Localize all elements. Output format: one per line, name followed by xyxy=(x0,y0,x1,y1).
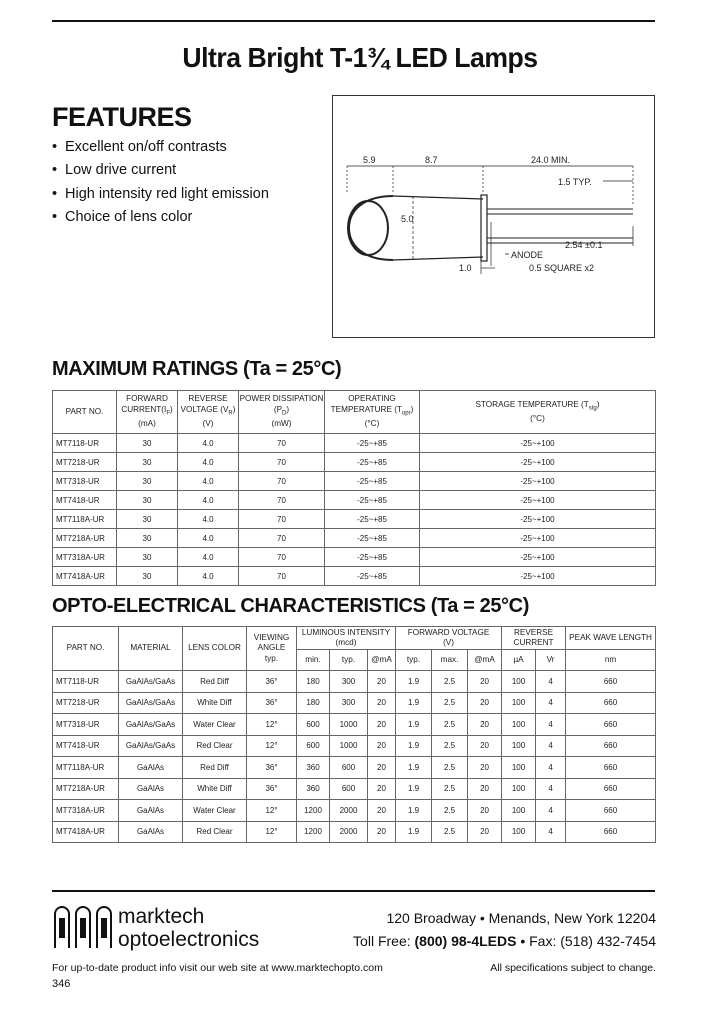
table-cell: MT7118A-UR xyxy=(53,757,119,779)
table-cell: 30 xyxy=(117,491,178,510)
table-cell: 70 xyxy=(239,491,325,510)
col-header: REVERSE CURRENT xyxy=(502,627,566,650)
dim-label: 5.9 xyxy=(363,155,376,165)
table-cell: 70 xyxy=(239,529,325,548)
sub-header: nm xyxy=(566,650,656,671)
table-cell: 2.5 xyxy=(432,800,468,822)
table-cell: 1.9 xyxy=(396,714,432,736)
table-cell: GaAlAs xyxy=(119,800,183,822)
company-address: 120 Broadway • Menands, New York 12204 xyxy=(386,910,656,926)
led-outline-drawing xyxy=(333,96,654,337)
table-cell: 2.5 xyxy=(432,757,468,779)
table-cell: 4 xyxy=(536,821,566,843)
sub-header: @mA xyxy=(468,650,502,671)
table-cell: 180 xyxy=(297,692,330,714)
table-cell: -25~+100 xyxy=(420,491,656,510)
col-header: PEAK WAVE LENGTH xyxy=(566,627,656,650)
table-row xyxy=(53,778,656,800)
table-cell: 1.9 xyxy=(396,800,432,822)
table-cell: MT7218-UR xyxy=(53,453,117,472)
table-cell: 12° xyxy=(247,735,297,757)
table-row xyxy=(53,510,656,529)
table-cell: -25~+85 xyxy=(325,472,420,491)
sub-header: µA xyxy=(502,650,536,671)
table-cell: 1.9 xyxy=(396,821,432,843)
table-cell: 36° xyxy=(247,671,297,693)
table-cell: 2.5 xyxy=(432,735,468,757)
table-cell: 20 xyxy=(468,821,502,843)
brand-name: marktech optoelectronics xyxy=(118,905,260,951)
table-cell: 100 xyxy=(502,692,536,714)
table-row xyxy=(53,548,656,567)
table-cell: 70 xyxy=(239,548,325,567)
table-cell: 1000 xyxy=(330,735,368,757)
table-cell: 30 xyxy=(117,434,178,453)
table-cell: 660 xyxy=(566,692,656,714)
table-cell: 4 xyxy=(536,800,566,822)
table-cell: 600 xyxy=(297,735,330,757)
table-cell: 660 xyxy=(566,735,656,757)
table-cell: -25~+100 xyxy=(420,567,656,586)
col-header: LUMINOUS INTENSITY (mcd) xyxy=(297,627,396,650)
table-cell: 4.0 xyxy=(178,453,239,472)
table-cell: 70 xyxy=(239,567,325,586)
table-cell: 20 xyxy=(368,757,396,779)
table-cell: MT7318-UR xyxy=(53,472,117,491)
table-cell: GaAlAs xyxy=(119,821,183,843)
table-cell: MT7318A-UR xyxy=(53,800,119,822)
table-cell: 20 xyxy=(368,714,396,736)
table-row xyxy=(53,434,656,453)
table-cell: 1.9 xyxy=(396,778,432,800)
sub-header: Vr xyxy=(536,650,566,671)
table-cell: MT7118-UR xyxy=(53,434,117,453)
dim-label: 2.54 ±0.1 xyxy=(565,240,603,250)
table-cell: 20 xyxy=(468,735,502,757)
table-cell: Water Clear xyxy=(183,800,247,822)
table-cell: -25~+100 xyxy=(420,529,656,548)
table-cell: MT7418-UR xyxy=(53,735,119,757)
opto-table xyxy=(52,626,656,843)
table-cell: 1.9 xyxy=(396,692,432,714)
table-cell: MT7318A-UR xyxy=(53,548,117,567)
table-cell: 30 xyxy=(117,453,178,472)
table-row xyxy=(53,671,656,693)
bottom-rule xyxy=(52,890,655,892)
table-cell: MT7418A-UR xyxy=(53,567,117,586)
table-cell: 70 xyxy=(239,510,325,529)
page-number: 346 xyxy=(52,978,71,990)
col-header: MATERIAL xyxy=(119,627,183,671)
table-cell: GaAlAs/GaAs xyxy=(119,692,183,714)
max-ratings-table xyxy=(52,390,656,586)
col-header: STORAGE TEMPERATURE $(T_{stg})$ (°C) xyxy=(420,391,656,434)
table-cell: 2.5 xyxy=(432,821,468,843)
table-row xyxy=(53,567,656,586)
table-row xyxy=(53,821,656,843)
table-cell: 30 xyxy=(117,510,178,529)
table-cell: MT7218A-UR xyxy=(53,778,119,800)
table-row xyxy=(53,714,656,736)
table-cell: -25~+85 xyxy=(325,491,420,510)
table-cell: Water Clear xyxy=(183,714,247,736)
table-cell: -25~+85 xyxy=(325,567,420,586)
table-cell: -25~+85 xyxy=(325,453,420,472)
table-cell: 4 xyxy=(536,778,566,800)
col-header: PART NO. xyxy=(53,627,119,671)
table-cell: MT7218-UR xyxy=(53,692,119,714)
table-cell: 660 xyxy=(566,778,656,800)
table-cell: 300 xyxy=(330,671,368,693)
table-cell: 2.5 xyxy=(432,778,468,800)
table-cell: 2.5 xyxy=(432,671,468,693)
features-heading: FEATURES xyxy=(52,102,192,132)
table-cell: 20 xyxy=(368,778,396,800)
table-cell: 4 xyxy=(536,757,566,779)
table-cell: 100 xyxy=(502,671,536,693)
table-cell: 600 xyxy=(297,714,330,736)
table-cell: 30 xyxy=(117,548,178,567)
table-cell: 600 xyxy=(330,757,368,779)
table-cell: MT7118A-UR xyxy=(53,510,117,529)
table-cell: 12° xyxy=(247,714,297,736)
table-cell: 1.9 xyxy=(396,757,432,779)
table-cell: MT7218A-UR xyxy=(53,529,117,548)
table-cell: -25~+100 xyxy=(420,510,656,529)
table-cell: 100 xyxy=(502,757,536,779)
table-row xyxy=(53,692,656,714)
table-cell: MT7418-UR xyxy=(53,491,117,510)
table-cell: Red Diff xyxy=(183,671,247,693)
table-cell: 36° xyxy=(247,692,297,714)
marktech-logo-icon xyxy=(52,904,114,950)
table-cell: 1.9 xyxy=(396,735,432,757)
table-cell: 20 xyxy=(368,671,396,693)
website-note: For up-to-date product info visit our web site at www.marktechopto.com xyxy=(52,962,383,974)
table-cell: MT7318-UR xyxy=(53,714,119,736)
top-rule xyxy=(52,20,655,22)
table-cell: -25~+100 xyxy=(420,453,656,472)
dim-label: 1.5 TYP. xyxy=(558,177,592,187)
col-header: FORWARD VOLTAGE (V) xyxy=(396,627,502,650)
table-cell: -25~+85 xyxy=(325,548,420,567)
table-cell: 100 xyxy=(502,778,536,800)
table-cell: 20 xyxy=(368,821,396,843)
table-cell: 600 xyxy=(330,778,368,800)
table-cell: -25~+100 xyxy=(420,472,656,491)
table-cell: 70 xyxy=(239,434,325,453)
dim-label: 1.0 xyxy=(459,263,472,273)
feature-item: • High intensity red light emission xyxy=(52,184,269,207)
dimension-diagram xyxy=(332,95,655,338)
table-row xyxy=(53,757,656,779)
col-header: LENS COLOR xyxy=(183,627,247,671)
table-cell: 12° xyxy=(247,821,297,843)
table-cell: 20 xyxy=(468,778,502,800)
table-cell: 36° xyxy=(247,778,297,800)
table-cell: 4.0 xyxy=(178,472,239,491)
table-cell: 100 xyxy=(502,800,536,822)
table-cell: GaAlAs xyxy=(119,757,183,779)
table-cell: White Diff xyxy=(183,692,247,714)
disclaimer: All specifications subject to change. xyxy=(490,962,656,974)
table-cell: GaAlAs xyxy=(119,778,183,800)
table-cell: 2.5 xyxy=(432,714,468,736)
table-cell: 36° xyxy=(247,757,297,779)
table-cell: -25~+85 xyxy=(325,510,420,529)
table-cell: 100 xyxy=(502,821,536,843)
table-cell: -25~+100 xyxy=(420,434,656,453)
table-cell: 20 xyxy=(468,757,502,779)
table-cell: 300 xyxy=(330,692,368,714)
table-cell: 30 xyxy=(117,472,178,491)
table-cell: 360 xyxy=(297,778,330,800)
table-cell: GaAlAs/GaAs xyxy=(119,671,183,693)
features-list xyxy=(52,137,269,230)
table-cell: 360 xyxy=(297,757,330,779)
table-cell: 20 xyxy=(468,800,502,822)
table-cell: 1200 xyxy=(297,821,330,843)
table-cell: 2000 xyxy=(330,821,368,843)
table-cell: 4 xyxy=(536,735,566,757)
table-cell: 20 xyxy=(368,692,396,714)
table-cell: 12° xyxy=(247,800,297,822)
max-ratings-heading: MAXIMUM RATINGS (Ta = 25°C) xyxy=(52,358,342,380)
table-cell: Red Diff xyxy=(183,757,247,779)
col-header: OPERATING TEMPERATURE $(T_{opr})$ (°C) xyxy=(325,391,420,434)
table-cell: 20 xyxy=(468,692,502,714)
contact-line: Toll Free: (800) 98-4LEDS • Fax: (518) 432-7454 xyxy=(353,933,656,949)
table-cell: 70 xyxy=(239,472,325,491)
table-cell: 4 xyxy=(536,714,566,736)
table-cell: 1000 xyxy=(330,714,368,736)
table-cell: 1200 xyxy=(297,800,330,822)
table-cell: 1.9 xyxy=(396,671,432,693)
table-cell: 20 xyxy=(368,735,396,757)
feature-item: • Excellent on/off contrasts xyxy=(52,137,269,160)
dim-label: 8.7 xyxy=(425,155,438,165)
table-cell: 100 xyxy=(502,735,536,757)
table-cell: 4.0 xyxy=(178,491,239,510)
table-cell: 660 xyxy=(566,757,656,779)
anode-label: ANODE xyxy=(511,250,544,260)
table-cell: GaAlAs/GaAs xyxy=(119,714,183,736)
table-cell: 4.0 xyxy=(178,510,239,529)
table-cell: 660 xyxy=(566,671,656,693)
col-header: FORWARD $CURRENT(I_F)$ (mA) xyxy=(117,391,178,434)
table-cell: GaAlAs/GaAs xyxy=(119,735,183,757)
table-row xyxy=(53,472,656,491)
sub-header: min. xyxy=(297,650,330,671)
table-cell: 100 xyxy=(502,714,536,736)
table-cell: Red Clear xyxy=(183,735,247,757)
dim-label: 5.0 xyxy=(401,214,414,224)
table-row xyxy=(53,735,656,757)
table-cell: MT7118-UR xyxy=(53,671,119,693)
col-header: POWER DISSIPATION $(P_D)$ (mW) xyxy=(239,391,325,434)
table-cell: 180 xyxy=(297,671,330,693)
table-row xyxy=(53,800,656,822)
table-row xyxy=(53,453,656,472)
sub-header: @mA xyxy=(368,650,396,671)
table-cell: 660 xyxy=(566,714,656,736)
table-header-row xyxy=(53,391,656,434)
table-cell: 30 xyxy=(117,529,178,548)
table-cell: 4 xyxy=(536,671,566,693)
sub-header: typ. xyxy=(330,650,368,671)
table-cell: White Diff xyxy=(183,778,247,800)
table-cell: -25~+85 xyxy=(325,529,420,548)
table-cell: 20 xyxy=(468,671,502,693)
dim-label: 24.0 MIN. xyxy=(531,155,571,165)
table-cell: 4.0 xyxy=(178,548,239,567)
col-header: PART NO. xyxy=(53,391,117,434)
table-cell: -25~+85 xyxy=(325,434,420,453)
dim-label: 0.5 SQUARE x2 xyxy=(529,263,595,273)
table-cell: 660 xyxy=(566,821,656,843)
table-cell: 20 xyxy=(468,714,502,736)
feature-item: • Choice of lens color xyxy=(52,207,269,230)
table-cell: MT7418A-UR xyxy=(53,821,119,843)
opto-heading: OPTO-ELECTRICAL CHARACTERISTICS (Ta = 25°C) xyxy=(52,595,529,617)
page-title: Ultra Bright T-1¾ LED Lamps xyxy=(182,42,538,73)
feature-item: • Low drive current xyxy=(52,160,269,183)
table-row xyxy=(53,529,656,548)
col-header: REVERSE VOLTAGE $(V_R)$ (V) xyxy=(178,391,239,434)
table-cell: 70 xyxy=(239,453,325,472)
sub-header: max. xyxy=(432,650,468,671)
table-cell: 660 xyxy=(566,800,656,822)
table-cell: 4.0 xyxy=(178,567,239,586)
sub-header: typ. xyxy=(396,650,432,671)
table-cell: 2000 xyxy=(330,800,368,822)
table-cell: 30 xyxy=(117,567,178,586)
table-cell: 20 xyxy=(368,800,396,822)
table-row xyxy=(53,491,656,510)
table-cell: 4 xyxy=(536,692,566,714)
table-cell: Red Clear xyxy=(183,821,247,843)
table-cell: -25~+100 xyxy=(420,548,656,567)
table-header-row xyxy=(53,627,656,650)
table-cell: 4.0 xyxy=(178,434,239,453)
col-header: VIEWING ANGLE typ. xyxy=(247,627,297,671)
table-cell: 4.0 xyxy=(178,529,239,548)
table-cell: 2.5 xyxy=(432,692,468,714)
